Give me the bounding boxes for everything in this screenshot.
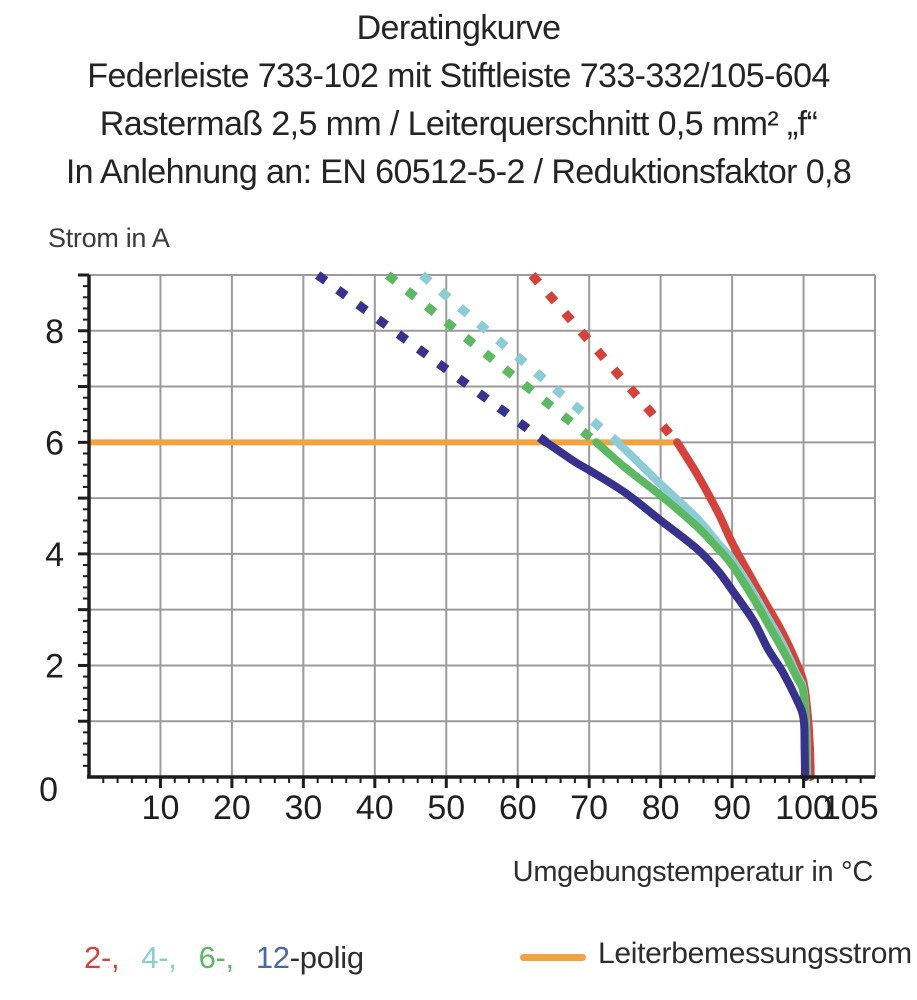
legend-poles-suffix: -polig xyxy=(289,940,364,975)
y-tick-label-2: 2 xyxy=(45,647,64,686)
curve-2-polig-dashed xyxy=(532,275,677,442)
title-line-2: Federleiste 733-102 mit Stiftleiste 733-332/105-604 xyxy=(87,57,830,95)
legend-pole-6: 6-, xyxy=(198,940,234,975)
legend-pole-12 xyxy=(256,940,364,975)
x-tick-label-100: 100 xyxy=(775,789,832,827)
x-tick-label-90: 90 xyxy=(713,789,752,827)
x-axis-title: Umgebungstemperatur in °C xyxy=(512,856,873,888)
title-line-3: Rastermaß 2,5 mm / Leiterquerschnitt 0,5 mm² „f“ xyxy=(99,105,818,143)
x-tick-label-70: 70 xyxy=(570,789,609,827)
curve-6-polig-dashed xyxy=(388,275,597,442)
legend-poles xyxy=(84,940,364,976)
y-tick-label-4: 4 xyxy=(45,535,64,574)
y-tick-label-0: 0 xyxy=(39,771,58,809)
title-line-4: In Anlehnung an: EN 60512-5-2 / Reduktionsfaktor 0,8 xyxy=(65,153,852,191)
legend-pole-2: 2-, xyxy=(84,940,120,975)
y-tick-label-6: 6 xyxy=(45,424,64,463)
x-tick-label-30: 30 xyxy=(284,789,323,827)
x-tick-label-80: 80 xyxy=(641,789,680,827)
y-axis-title: Strom in A xyxy=(48,223,170,253)
curve-12-polig-dashed xyxy=(318,275,547,442)
x-tick-label-20: 20 xyxy=(212,789,251,827)
legend-pole-4: 4-, xyxy=(141,940,177,975)
rated-current-label: Leiterbemessungsstrom xyxy=(598,937,912,970)
y-tick-label-8: 8 xyxy=(45,312,64,351)
x-tick-label-50: 50 xyxy=(427,789,466,827)
x-tick-label-60: 60 xyxy=(498,789,537,827)
legend-pole-12-number: 12 xyxy=(255,940,290,975)
x-tick-label-40: 40 xyxy=(355,789,394,827)
title-line-1: Deratingkurve xyxy=(356,9,561,47)
x-tick-label-105: 105 xyxy=(821,789,879,827)
x-tick-label-10: 10 xyxy=(141,789,180,827)
rated-current-swatch xyxy=(520,954,586,961)
